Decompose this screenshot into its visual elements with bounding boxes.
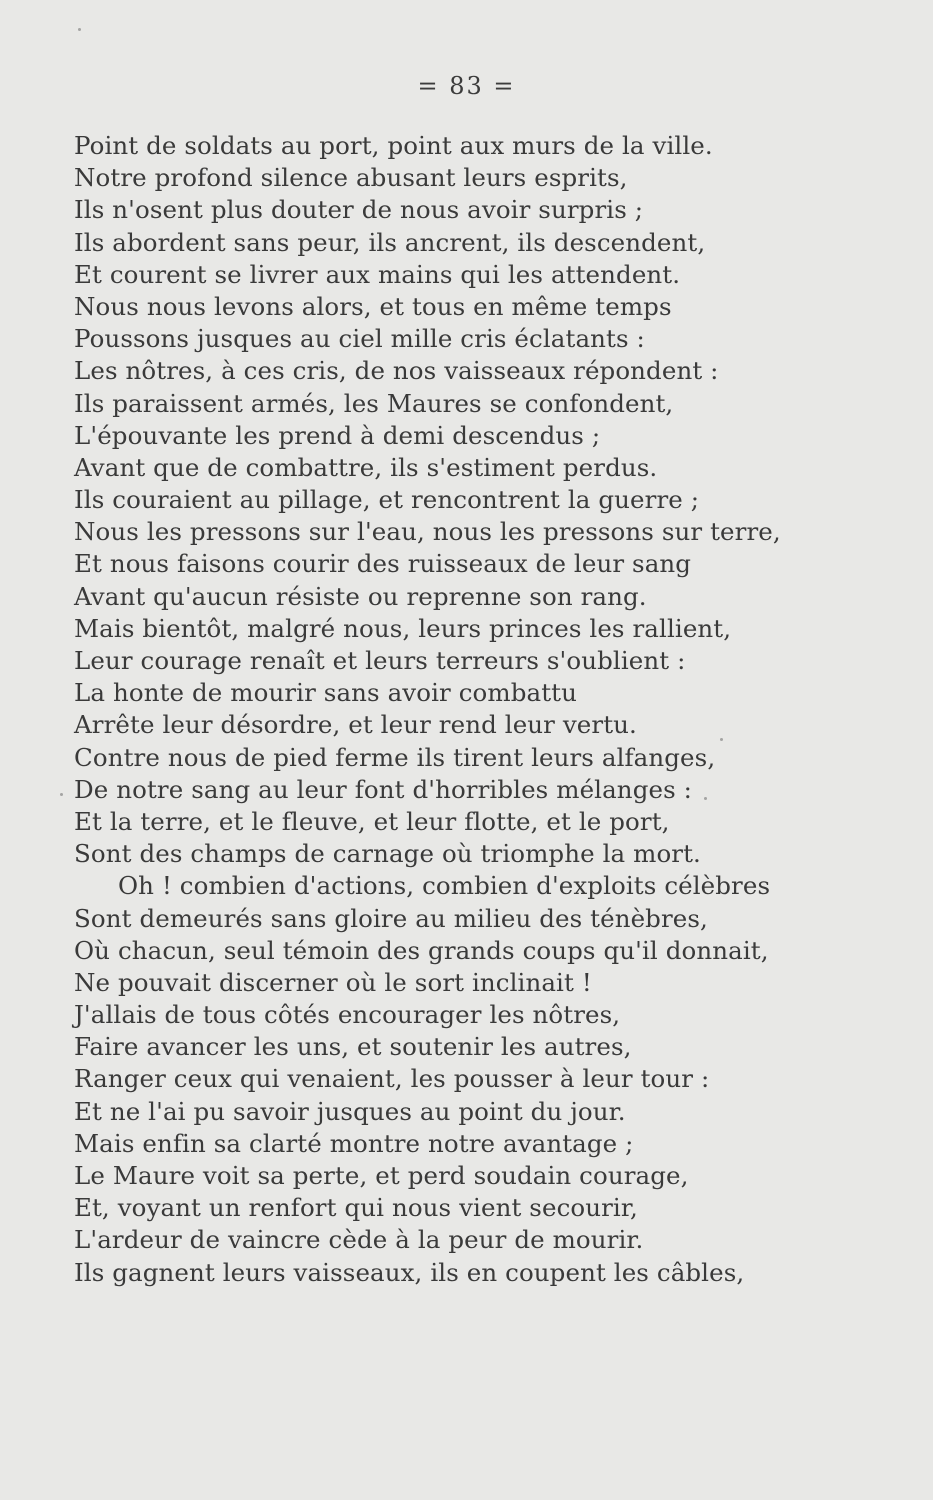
verse-line: Sont demeurés sans gloire au milieu des ténèbres,	[74, 903, 708, 933]
verse-line: Et, voyant un renfort qui nous vient secourir,	[74, 1193, 638, 1223]
verse-line: Où chacun, seul témoin des grands coups qu'il donnait,	[74, 935, 769, 965]
verse-line: Notre profond silence abusant leurs esprits,	[74, 163, 628, 193]
verse-line: Ils abordent sans peur, ils ancrent, ils descendent,	[74, 227, 706, 257]
verse-line: J'allais de tous côtés encourager les nôtres,	[74, 1000, 621, 1030]
verse-line: Et nous faisons courir des ruisseaux de leur sang	[74, 549, 692, 579]
verse-line: Sont des champs de carnage où triomphe la mort.	[74, 839, 701, 869]
verse-line: La honte de mourir sans avoir combattu	[74, 678, 577, 708]
paper-speck	[720, 738, 723, 741]
verse-line: Ne pouvait discerner où le sort inclinait !	[74, 967, 592, 997]
verse-line: Point de soldats au port, point aux murs de la ville.	[74, 131, 713, 160]
verse-line: Ils paraissent armés, les Maures se confondent,	[74, 388, 674, 418]
paper-speck	[78, 28, 81, 31]
verse-line: Contre nous de pied ferme ils tirent leurs alfanges,	[74, 742, 716, 772]
verse-line: Et ne l'ai pu savoir jusques au point du jour.	[74, 1096, 626, 1126]
verse-line: Ils couraient au pillage, et rencontrent la guerre ;	[74, 485, 700, 515]
verse-line: Arrête leur désordre, et leur rend leur vertu.	[74, 710, 637, 740]
verse-line: Avant que de combattre, ils s'estiment perdus.	[74, 452, 658, 482]
verse-line: Leur courage renaît et leurs terreurs s'oublient :	[74, 646, 686, 675]
page-number: = 83 =	[417, 72, 516, 100]
verse-line: Le Maure voit sa perte, et perd soudain courage,	[74, 1161, 689, 1190]
verse-line: Ranger ceux qui venaient, les pousser à leur tour :	[74, 1064, 710, 1094]
paper-speck	[704, 797, 707, 800]
verse-line: Oh ! combien d'actions, combien d'exploits célèbres	[118, 871, 771, 901]
verse-line: Et courent se livrer aux mains qui les attendent.	[74, 259, 681, 289]
verse-line: Mais bientôt, malgré nous, leurs princes les rallient,	[74, 613, 732, 643]
verse-line: Nous les pressons sur l'eau, nous les pressons sur terre,	[74, 517, 781, 547]
verse-line: Ils n'osent plus douter de nous avoir surpris ;	[74, 195, 644, 225]
verse-line: Faire avancer les uns, et soutenir les autres,	[74, 1032, 632, 1062]
verse-line: Et la terre, et le fleuve, et leur flotte, et le port,	[74, 806, 670, 836]
verse-line: Ils gagnent leurs vaisseaux, ils en coupent les câbles,	[74, 1257, 745, 1287]
verse-line: L'épouvante les prend à demi descendus ;	[74, 420, 601, 450]
verse-line: Mais enfin sa clarté montre notre avantage ;	[74, 1128, 634, 1158]
verse-line: Poussons jusques au ciel mille cris éclatants :	[74, 324, 645, 354]
paper-speck	[60, 793, 63, 796]
verse-line: L'ardeur de vaincre cède à la peur de mourir.	[74, 1225, 644, 1255]
verse-line: Les nôtres, à ces cris, de nos vaisseaux répondent :	[74, 356, 719, 386]
poem-verses	[74, 130, 781, 1289]
verse-line: De notre sang au leur font d'horribles mélanges :	[74, 774, 692, 804]
verse-line: Avant qu'aucun résiste ou reprenne son rang.	[74, 581, 647, 611]
verse-line: Nous nous levons alors, et tous en même temps	[74, 291, 672, 321]
